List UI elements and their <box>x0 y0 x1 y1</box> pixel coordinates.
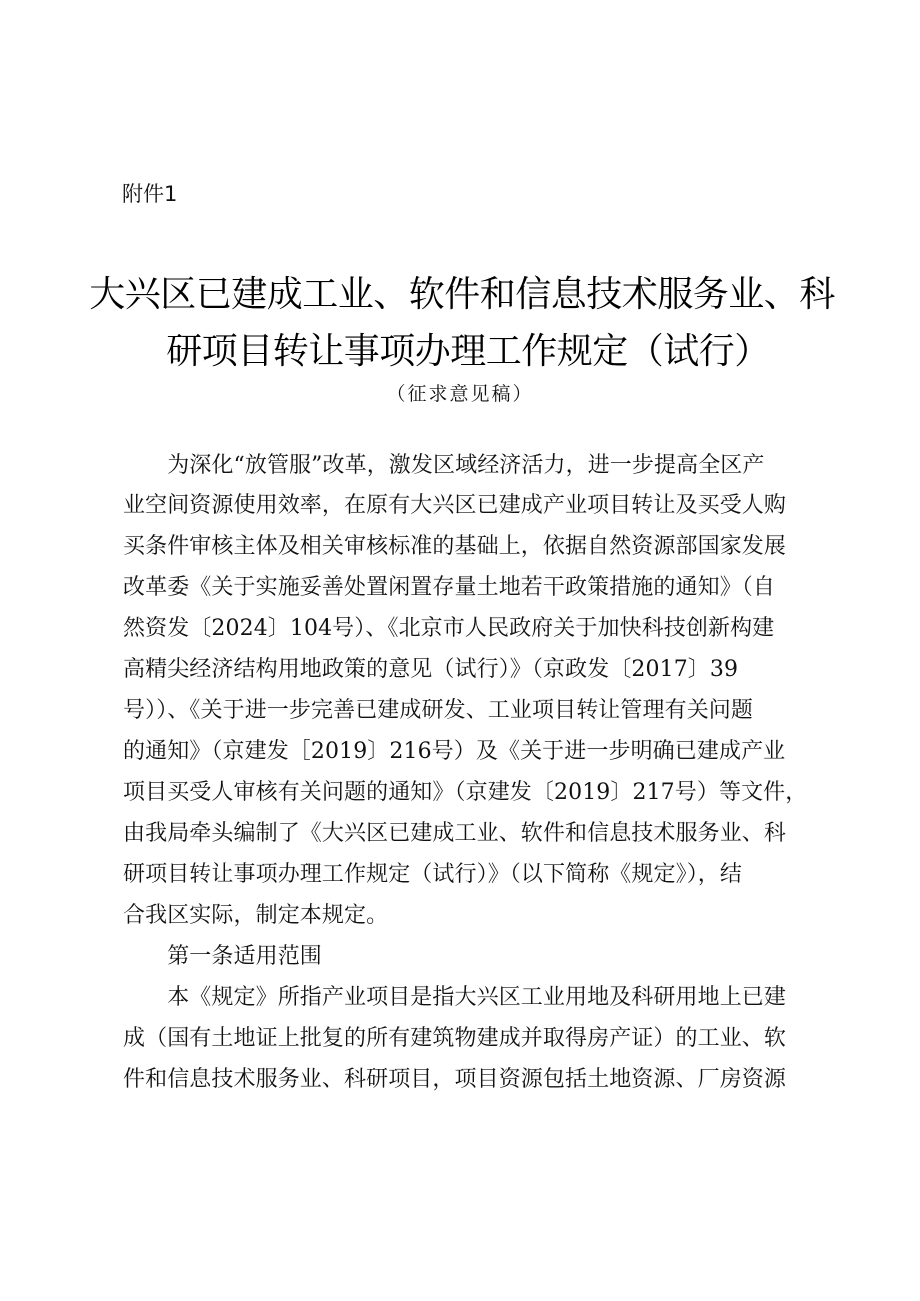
body-line: 买条件审核主体及相关审核标准的基础上，依据自然资源部国家发展 <box>123 534 787 559</box>
document-title-line-2: 研项目转让事项办理工作规定（试行） <box>166 331 770 372</box>
body-line: 然资发〔2024〕104号）、《北京市人民政府关于加快科技创新构建 <box>123 616 775 641</box>
body-line: 改革委《关于实施妥善处置闲置存量土地若干政策措施的通知》（自 <box>123 575 776 600</box>
body-line: 成（国有土地证上批复的所有建筑物建成并取得房产证）的工业、软 <box>123 1026 787 1051</box>
body-line: 项目买受人审核有关问题的通知》（京建发〔2019〕217号）等文件， <box>123 780 808 805</box>
body-line: 研项目转让事项办理工作规定（试行）》（以下简称《规定》），结 <box>123 862 743 887</box>
section-heading: 第一条适用范围 <box>123 944 322 969</box>
body-line: 件和信息技术服务业、科研项目，项目资源包括土地资源、厂房资源 <box>123 1067 787 1092</box>
body-line: 业空间资源使用效率，在原有大兴区已建成产业项目转让及买受人购 <box>123 493 787 518</box>
document-title-line-1: 大兴区已建成工业、软件和信息技术服务业、科 <box>89 274 835 315</box>
body-line: 的通知》（京建发［2019〕216号）及《关于进一步明确已建成产业 <box>123 739 786 764</box>
body-line: 合我区实际，制定本规定。 <box>123 903 389 928</box>
body-line: 为深化“放管服”改革，激发区域经济活力，进一步提高全区产 <box>123 453 765 478</box>
body-line: 号））、《关于进一步完善已建成研发、工业项目转让管理有关问题 <box>123 698 754 723</box>
document-subtitle: （征求意见稿） <box>386 383 534 405</box>
body-line: 本《规定》所指产业项目是指大兴区工业用地及科研用地上已建 <box>123 985 787 1010</box>
attachment-label: 附件1 <box>122 182 178 206</box>
body-line: 由我局牵头编制了《大兴区已建成工业、软件和信息技术服务业、科 <box>123 821 787 846</box>
body-line: 高精尖经济结构用地政策的意见（试行）》（京政发〔2017〕39 <box>123 657 739 682</box>
